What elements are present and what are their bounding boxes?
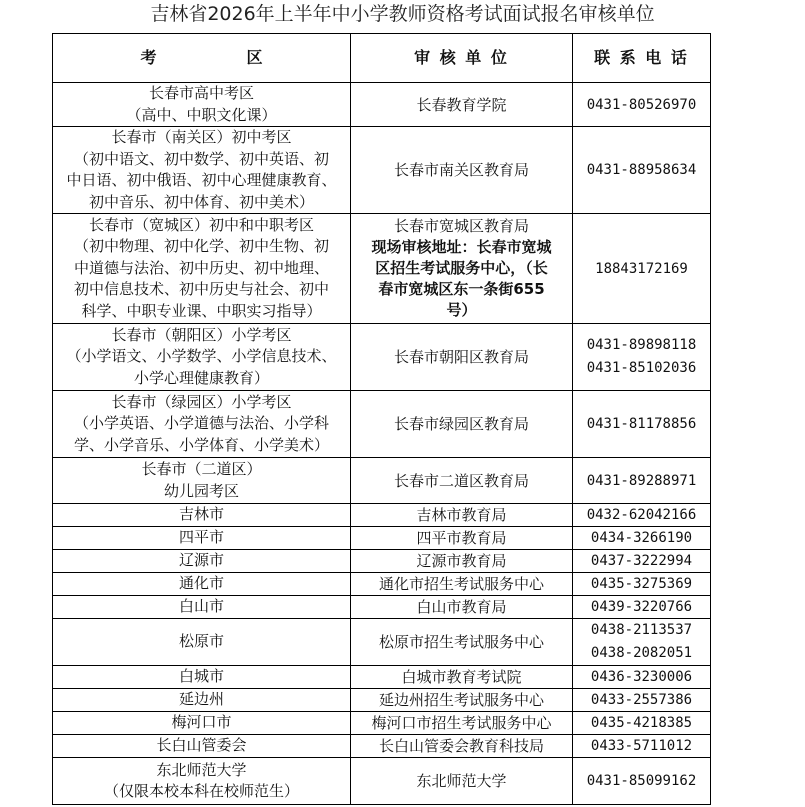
district-cell-line: 通化市 [178, 574, 224, 593]
phone-cell [573, 214, 711, 324]
review-unit-cell-line: 长春教育学院 [416, 95, 507, 114]
phone-cell-line: 0435-4218385 [590, 715, 693, 731]
header-phone: 联 系 电 话 [573, 34, 711, 83]
table-row [53, 619, 711, 666]
district-cell-line: 长春市高中考区 [148, 84, 254, 102]
phone-cell [573, 324, 711, 391]
district-cell [53, 127, 351, 214]
table-row [53, 391, 711, 458]
district-cell-line: 长春市（绿园区）小学考区 [111, 392, 292, 411]
phone-cell [573, 758, 711, 805]
table-row [53, 504, 711, 527]
review-unit-cell [351, 83, 573, 127]
district-cell-line: 延边州 [178, 690, 224, 709]
review-unit-cell [351, 391, 573, 458]
phone-cell [573, 458, 711, 504]
onsite-address-line: 现场审核地址：长春市宽城 [371, 238, 552, 256]
review-unit-cell-line: 通化市招生考试服务中心 [378, 575, 544, 593]
district-cell-line: 梅河口市 [171, 713, 232, 732]
district-cell-line: 东北师范大学 [156, 760, 247, 779]
review-unit-cell [351, 619, 573, 666]
district-cell-line: 长春市（南关区）初中考区 [111, 128, 292, 146]
phone-cell-line: 0431-89288971 [586, 472, 697, 489]
phone-cell [573, 619, 711, 666]
table-row [53, 458, 711, 504]
review-unit-cell [351, 573, 573, 596]
phone-cell [573, 391, 711, 458]
phone-cell-line: 0434-3266190 [590, 530, 693, 546]
district-cell-line: （小学语文、小学数学、小学信息技术、 [66, 347, 337, 366]
phone-cell-line: 0439-3220766 [590, 599, 693, 615]
phone-cell [573, 127, 711, 214]
district-cell-line: 辽源市 [178, 551, 224, 570]
phone-cell-line: 0437-3222994 [590, 553, 693, 569]
onsite-address-line: 区招生考试服务中心，（长 [375, 259, 548, 277]
review-unit-cell [351, 735, 573, 758]
review-unit-cell [351, 666, 573, 689]
phone-cell [573, 573, 711, 596]
district-cell-line: 科学、中职专业课、中职实习指导） [81, 301, 322, 320]
district-cell [53, 527, 351, 550]
table-row [53, 527, 711, 550]
review-unit-cell [351, 712, 573, 735]
district-cell-line: 中日语、初中俄语、初中心理健康教育、 [66, 171, 337, 189]
district-cell [53, 550, 351, 573]
review-unit-cell-line: 长白山管委会教育科技局 [378, 737, 544, 755]
district-cell [53, 573, 351, 596]
district-cell [53, 504, 351, 527]
phone-cell-line: 0435-3275369 [590, 576, 693, 592]
table-row [53, 596, 711, 619]
review-unit-cell [351, 527, 573, 550]
review-unit-cell [351, 689, 573, 712]
table-row [53, 127, 711, 214]
phone-cell [573, 596, 711, 619]
review-unit-cell-line: 梅河口市招生考试服务中心 [371, 714, 552, 732]
table-row [53, 573, 711, 596]
phone-cell-line: 0433-5711012 [590, 738, 693, 754]
phone-cell-line: 0438-2082051 [590, 645, 693, 661]
review-unit-cell [351, 550, 573, 573]
table-row [53, 735, 711, 758]
review-unit-cell-line: 长春市朝阳区教育局 [393, 348, 529, 366]
district-cell [53, 458, 351, 504]
district-cell [53, 689, 351, 712]
review-unit-cell-line: 白城市教育考试院 [401, 668, 522, 686]
district-cell [53, 214, 351, 324]
table-row [53, 666, 711, 689]
district-cell [53, 596, 351, 619]
district-cell [53, 619, 351, 666]
review-unit-cell [351, 458, 573, 504]
review-unit-cell-line: 白山市教育局 [416, 598, 507, 616]
review-unit-cell-line: 长春市二道区教育局 [393, 471, 529, 490]
district-cell-line: （初中语文、初中数学、初中英语、初 [73, 149, 329, 168]
phone-cell [573, 550, 711, 573]
district-cell-line: 初中信息技术、初中历史与社会、初中 [73, 280, 329, 299]
phone-cell-line: 0431-89898118 [586, 337, 697, 353]
header-district-char-1: 考 [140, 48, 157, 67]
review-unit-cell [351, 127, 573, 214]
district-cell-line: 白山市 [178, 597, 224, 616]
review-unit-cell [351, 504, 573, 527]
phone-cell [573, 735, 711, 758]
phone-cell-line: 0431-80526970 [586, 96, 697, 113]
phone-cell-line: 0438-2113537 [590, 622, 693, 638]
onsite-address-line: 春市宽城区东一条街655 [378, 280, 545, 298]
phone-cell [573, 689, 711, 712]
phone-cell [573, 527, 711, 550]
district-cell [53, 666, 351, 689]
review-unit-cell-line: 四平市教育局 [416, 529, 507, 547]
phone-cell-line: 18843172169 [595, 260, 688, 277]
review-unit-cell-line: 松原市招生考试服务中心 [378, 633, 544, 651]
district-cell [53, 391, 351, 458]
onsite-address-line: 号） [446, 301, 477, 319]
district-cell-line: 松原市 [178, 632, 224, 651]
district-cell-line: （小学英语、小学道德与法治、小学科 [73, 414, 329, 433]
phone-cell [573, 504, 711, 527]
district-cell-line: 长白山管委会 [156, 736, 247, 755]
district-cell-line: 学、小学音乐、小学体育、小学美术） [73, 435, 329, 454]
review-unit-cell [351, 214, 573, 324]
phone-cell-line: 0433-2557386 [590, 692, 693, 708]
page-title: 吉林省2026年上半年中小学教师资格考试面试报名审核单位 [150, 3, 655, 25]
review-unit-cell-line: 长春市绿园区教育局 [393, 415, 529, 433]
header-district [53, 34, 351, 83]
review-units-table [52, 33, 711, 805]
review-unit-cell-line: 长春市宽城区教育局 [393, 217, 529, 235]
review-unit-cell-line: 长春市南关区教育局 [393, 161, 529, 179]
phone-cell [573, 712, 711, 735]
district-cell [53, 712, 351, 735]
review-unit-cell [351, 324, 573, 391]
district-cell-line: （高中、中职文化课） [126, 105, 277, 124]
district-cell-line: 长春市（朝阳区）小学考区 [111, 325, 292, 344]
phone-cell-line: 0431-81178856 [586, 416, 697, 432]
table-header-row [53, 34, 711, 83]
district-cell-line: （初中物理、初中化学、初中生物、初 [73, 237, 329, 256]
header-unit: 审 核 单 位 [351, 34, 573, 83]
district-cell-line: 长春市（宽城区）初中和中职考区 [88, 215, 314, 234]
phone-cell-line: 0436-3230006 [590, 669, 693, 685]
district-cell [53, 735, 351, 758]
table-row [53, 550, 711, 573]
district-cell-line: （仅限本校本科在校师范生） [103, 782, 299, 800]
table-body [53, 83, 711, 805]
phone-cell [573, 83, 711, 127]
district-cell-line: 中道德与法治、初中历史、初中地理、 [73, 258, 329, 277]
table-row [53, 758, 711, 805]
review-unit-cell-line: 辽源市教育局 [416, 552, 507, 570]
district-cell [53, 758, 351, 805]
table-row [53, 83, 711, 127]
header-district-char-2: 区 [246, 48, 263, 67]
review-unit-cell-line: 东北师范大学 [416, 772, 507, 790]
table-row [53, 712, 711, 735]
district-cell [53, 83, 351, 127]
phone-cell-line: 0431-85099162 [586, 773, 697, 789]
review-unit-cell [351, 596, 573, 619]
district-cell-line: 白城市 [178, 667, 224, 686]
phone-cell [573, 666, 711, 689]
phone-cell-line: 0431-88958634 [586, 162, 697, 178]
district-cell-line: 吉林市 [178, 505, 224, 524]
district-cell-line: 幼儿园考区 [163, 481, 239, 500]
review-unit-cell-line: 吉林市教育局 [416, 506, 507, 524]
table-row [53, 324, 711, 391]
district-cell-line: 小学心理健康教育） [133, 368, 269, 387]
review-unit-cell [351, 758, 573, 805]
phone-cell-line: 0431-85102036 [586, 360, 697, 376]
district-cell-line: 四平市 [178, 528, 224, 547]
district-cell-line: 长春市（二道区） [141, 460, 262, 478]
district-cell-line: 初中音乐、初中体育、初中美术） [88, 192, 314, 211]
table-row [53, 214, 711, 324]
review-unit-cell-line: 延边州招生考试服务中心 [378, 691, 544, 709]
district-cell [53, 324, 351, 391]
phone-cell-line: 0432-62042166 [586, 507, 697, 523]
table-row [53, 689, 711, 712]
